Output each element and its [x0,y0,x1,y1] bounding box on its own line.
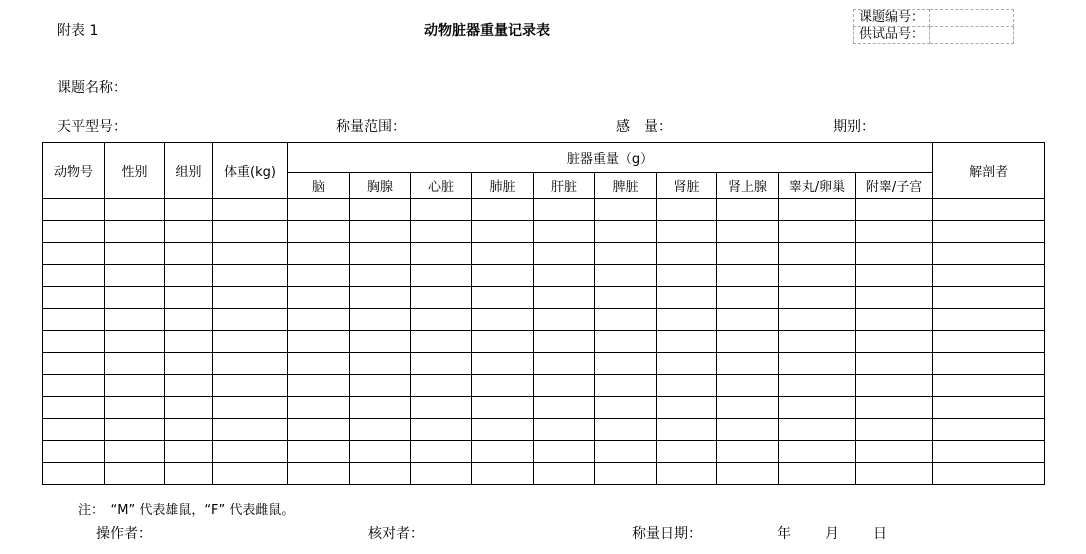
header-organ: 睾丸/卵巢 [779,173,856,199]
table-cell[interactable] [717,441,779,463]
table-cell[interactable] [105,397,165,419]
table-cell[interactable] [213,463,288,485]
table-cell[interactable] [856,221,933,243]
table-cell[interactable] [213,287,288,309]
table-cell[interactable] [534,287,595,309]
table-cell[interactable] [105,199,165,221]
sample-no-field[interactable] [930,27,1014,44]
table-cell[interactable] [472,243,534,265]
table-cell[interactable] [288,331,350,353]
table-cell[interactable] [472,397,534,419]
appendix-label: 附表 1 [57,23,99,39]
table-cell[interactable] [534,463,595,485]
table-cell[interactable] [105,287,165,309]
table-cell[interactable] [288,375,350,397]
header-organ: 心脏 [411,173,472,199]
table-cell[interactable] [472,353,534,375]
table-cell[interactable] [657,265,717,287]
table-cell[interactable] [534,265,595,287]
weigh-range-label: 称量范围： [336,119,406,135]
table-cell[interactable] [43,221,105,243]
table-cell[interactable] [534,331,595,353]
table-cell[interactable] [933,463,1045,485]
table-cell[interactable] [779,375,856,397]
table-cell[interactable] [411,199,472,221]
table-cell[interactable] [165,287,213,309]
table-cell[interactable] [856,397,933,419]
table-cell[interactable] [288,441,350,463]
table-cell[interactable] [105,419,165,441]
table-cell[interactable] [779,221,856,243]
header-body-weight: 体重(kg) [213,143,288,199]
table-cell[interactable] [657,221,717,243]
table-body [43,199,1045,485]
table-cell[interactable] [350,353,411,375]
table-cell[interactable] [856,287,933,309]
table-cell[interactable] [43,199,105,221]
table-cell[interactable] [717,221,779,243]
table-cell[interactable] [411,287,472,309]
table-cell[interactable] [213,243,288,265]
table-cell[interactable] [350,287,411,309]
header-organ: 肝脏 [534,173,595,199]
table-cell[interactable] [657,287,717,309]
table-cell[interactable] [933,309,1045,331]
table-cell[interactable] [105,375,165,397]
table-row [43,419,1045,441]
table-cell[interactable] [288,243,350,265]
table-cell[interactable] [411,375,472,397]
table-cell[interactable] [165,353,213,375]
table-cell[interactable] [288,309,350,331]
table-cell[interactable] [411,419,472,441]
table-cell[interactable] [856,309,933,331]
table-row [43,353,1045,375]
table-cell[interactable] [105,309,165,331]
table-cell[interactable] [779,287,856,309]
table-row [43,375,1045,397]
table-cell[interactable] [856,353,933,375]
table-cell[interactable] [534,419,595,441]
table-cell[interactable] [595,353,657,375]
table-cell[interactable] [779,419,856,441]
table-cell[interactable] [856,441,933,463]
table-cell[interactable] [534,375,595,397]
table-cell[interactable] [288,199,350,221]
table-row [43,221,1045,243]
table-cell[interactable] [43,419,105,441]
table-cell[interactable] [105,353,165,375]
table-cell[interactable] [43,287,105,309]
table-cell[interactable] [856,375,933,397]
header-organ: 脑 [288,173,350,199]
table-cell[interactable] [534,309,595,331]
table-cell[interactable] [105,265,165,287]
table-cell[interactable] [43,463,105,485]
table-cell[interactable] [165,309,213,331]
table-cell[interactable] [165,419,213,441]
table-cell[interactable] [350,375,411,397]
table-cell[interactable] [595,265,657,287]
table-cell[interactable] [288,463,350,485]
organ-weight-table [42,142,1045,485]
header-organ: 附睾/子宫 [856,173,933,199]
table-cell[interactable] [717,287,779,309]
table-cell[interactable] [411,441,472,463]
table-cell[interactable] [933,199,1045,221]
table-cell[interactable] [213,397,288,419]
table-cell[interactable] [43,331,105,353]
table-cell[interactable] [165,375,213,397]
table-cell[interactable] [856,199,933,221]
table-cell[interactable] [350,441,411,463]
table-cell[interactable] [534,397,595,419]
table-cell[interactable] [288,287,350,309]
table-cell[interactable] [856,243,933,265]
header-organ-weight: 脏器重量（g） [288,143,933,173]
table-cell[interactable] [595,199,657,221]
table-cell[interactable] [779,441,856,463]
table-cell[interactable] [779,243,856,265]
table-cell[interactable] [288,353,350,375]
header-organ: 肺脏 [472,173,534,199]
table-cell[interactable] [933,243,1045,265]
table-cell[interactable] [350,419,411,441]
table-row [43,309,1045,331]
table-cell[interactable] [717,309,779,331]
table-cell[interactable] [933,265,1045,287]
table-cell[interactable] [657,331,717,353]
table-cell[interactable] [595,331,657,353]
date-month-label: 月 [825,526,839,542]
table-cell[interactable] [288,419,350,441]
operator-label: 操作者： [96,526,152,542]
table-cell[interactable] [933,353,1045,375]
table-row [43,331,1045,353]
table-cell[interactable] [534,221,595,243]
table-cell[interactable] [105,243,165,265]
table-row [43,243,1045,265]
sample-no-label: 供试品号： [854,27,930,44]
table-cell[interactable] [472,419,534,441]
table-cell[interactable] [779,397,856,419]
table-cell[interactable] [534,353,595,375]
table-cell[interactable] [933,287,1045,309]
table-cell[interactable] [534,441,595,463]
table-cell[interactable] [856,265,933,287]
table-cell[interactable] [43,243,105,265]
header-organ: 肾上腺 [717,173,779,199]
id-box [853,9,1014,44]
table-cell[interactable] [213,265,288,287]
table-cell[interactable] [411,309,472,331]
table-cell[interactable] [288,265,350,287]
table-cell[interactable] [105,221,165,243]
table-cell[interactable] [165,331,213,353]
table-cell[interactable] [43,375,105,397]
table-cell[interactable] [856,463,933,485]
table-cell[interactable] [717,463,779,485]
table-cell[interactable] [43,441,105,463]
table-cell[interactable] [213,441,288,463]
table-cell[interactable] [595,441,657,463]
table-cell[interactable] [288,397,350,419]
table-cell[interactable] [411,353,472,375]
header-organ: 肾脏 [657,173,717,199]
table-cell[interactable] [717,353,779,375]
table-cell[interactable] [165,199,213,221]
table-cell[interactable] [472,287,534,309]
table-cell[interactable] [411,331,472,353]
table-cell[interactable] [779,331,856,353]
table-cell[interactable] [717,265,779,287]
table-cell[interactable] [933,441,1045,463]
table-cell[interactable] [595,221,657,243]
table-cell[interactable] [595,397,657,419]
table-cell[interactable] [105,331,165,353]
table-cell[interactable] [165,265,213,287]
checker-label: 核对者： [368,526,424,542]
table-cell[interactable] [213,353,288,375]
table-cell[interactable] [657,397,717,419]
sensitivity-label: 感 量： [616,119,672,135]
table-cell[interactable] [165,397,213,419]
table-cell[interactable] [350,221,411,243]
table-cell[interactable] [350,331,411,353]
table-cell[interactable] [288,221,350,243]
table-cell[interactable] [213,221,288,243]
table-cell[interactable] [411,463,472,485]
table-row [43,287,1045,309]
header-sex: 性别 [105,143,165,199]
table-cell[interactable] [213,419,288,441]
table-cell[interactable] [933,331,1045,353]
table-row [43,199,1045,221]
table-cell[interactable] [595,309,657,331]
header-group: 组别 [165,143,213,199]
table-cell[interactable] [411,397,472,419]
period-label: 期别： [833,119,875,135]
table-cell[interactable] [213,199,288,221]
table-row [43,463,1045,485]
table-cell[interactable] [717,331,779,353]
table-cell[interactable] [165,243,213,265]
table-row [43,441,1045,463]
table-cell[interactable] [657,441,717,463]
table-cell[interactable] [779,309,856,331]
subject-no-label: 课题编号： [854,10,930,27]
table-cell[interactable] [472,375,534,397]
table-cell[interactable] [43,265,105,287]
table-cell[interactable] [165,221,213,243]
table-cell[interactable] [933,419,1045,441]
table-cell[interactable] [165,463,213,485]
header-organ: 胸腺 [350,173,411,199]
table-cell[interactable] [472,441,534,463]
table-cell[interactable] [595,419,657,441]
table-cell[interactable] [657,375,717,397]
weigh-date-label: 称量日期： [632,526,702,542]
table-cell[interactable] [657,419,717,441]
table-cell[interactable] [472,309,534,331]
balance-model-label: 天平型号： [57,119,127,135]
table-cell[interactable] [350,397,411,419]
table-cell[interactable] [534,243,595,265]
subject-no-field[interactable] [930,10,1014,27]
table-cell[interactable] [933,375,1045,397]
date-year-label: 年 [777,526,791,542]
table-cell[interactable] [657,353,717,375]
table-cell[interactable] [657,463,717,485]
table-cell[interactable] [411,265,472,287]
table-cell[interactable] [411,243,472,265]
table-cell[interactable] [472,199,534,221]
table-cell[interactable] [779,353,856,375]
table-cell[interactable] [213,331,288,353]
table-cell[interactable] [105,441,165,463]
table-cell[interactable] [779,463,856,485]
table-cell[interactable] [717,419,779,441]
date-day-label: 日 [873,526,887,542]
table-cell[interactable] [213,309,288,331]
note-text: 注： “M” 代表雄鼠，“F” 代表雌鼠。 [78,503,295,518]
subject-name-label: 课题名称： [57,80,127,96]
table-cell[interactable] [43,397,105,419]
table-cell[interactable] [350,243,411,265]
form-title: 动物脏器重量记录表 [424,23,550,39]
table-cell[interactable] [779,265,856,287]
table-cell[interactable] [472,331,534,353]
table-cell[interactable] [717,243,779,265]
table-row [43,265,1045,287]
header-dissector: 解剖者 [933,143,1045,199]
table-cell[interactable] [43,309,105,331]
table-cell[interactable] [350,199,411,221]
table-row [43,397,1045,419]
table-cell[interactable] [595,287,657,309]
table-cell[interactable] [717,199,779,221]
table-cell[interactable] [595,463,657,485]
table-cell[interactable] [472,221,534,243]
table-cell[interactable] [472,265,534,287]
table-cell[interactable] [165,441,213,463]
table-cell[interactable] [657,243,717,265]
table-cell[interactable] [350,265,411,287]
table-cell[interactable] [595,375,657,397]
table-cell[interactable] [717,375,779,397]
table-cell[interactable] [933,221,1045,243]
table-cell[interactable] [856,419,933,441]
header-animal-no: 动物号 [43,143,105,199]
table-cell[interactable] [595,243,657,265]
table-cell[interactable] [350,463,411,485]
table-cell[interactable] [350,309,411,331]
table-cell[interactable] [534,199,595,221]
table-cell[interactable] [856,331,933,353]
table-cell[interactable] [657,199,717,221]
table-cell[interactable] [411,221,472,243]
header-organ: 脾脏 [595,173,657,199]
table-cell[interactable] [472,463,534,485]
table-cell[interactable] [779,199,856,221]
table-cell[interactable] [213,375,288,397]
table-cell[interactable] [105,463,165,485]
table-cell[interactable] [933,397,1045,419]
table-cell[interactable] [717,397,779,419]
table-cell[interactable] [657,309,717,331]
table-cell[interactable] [43,353,105,375]
